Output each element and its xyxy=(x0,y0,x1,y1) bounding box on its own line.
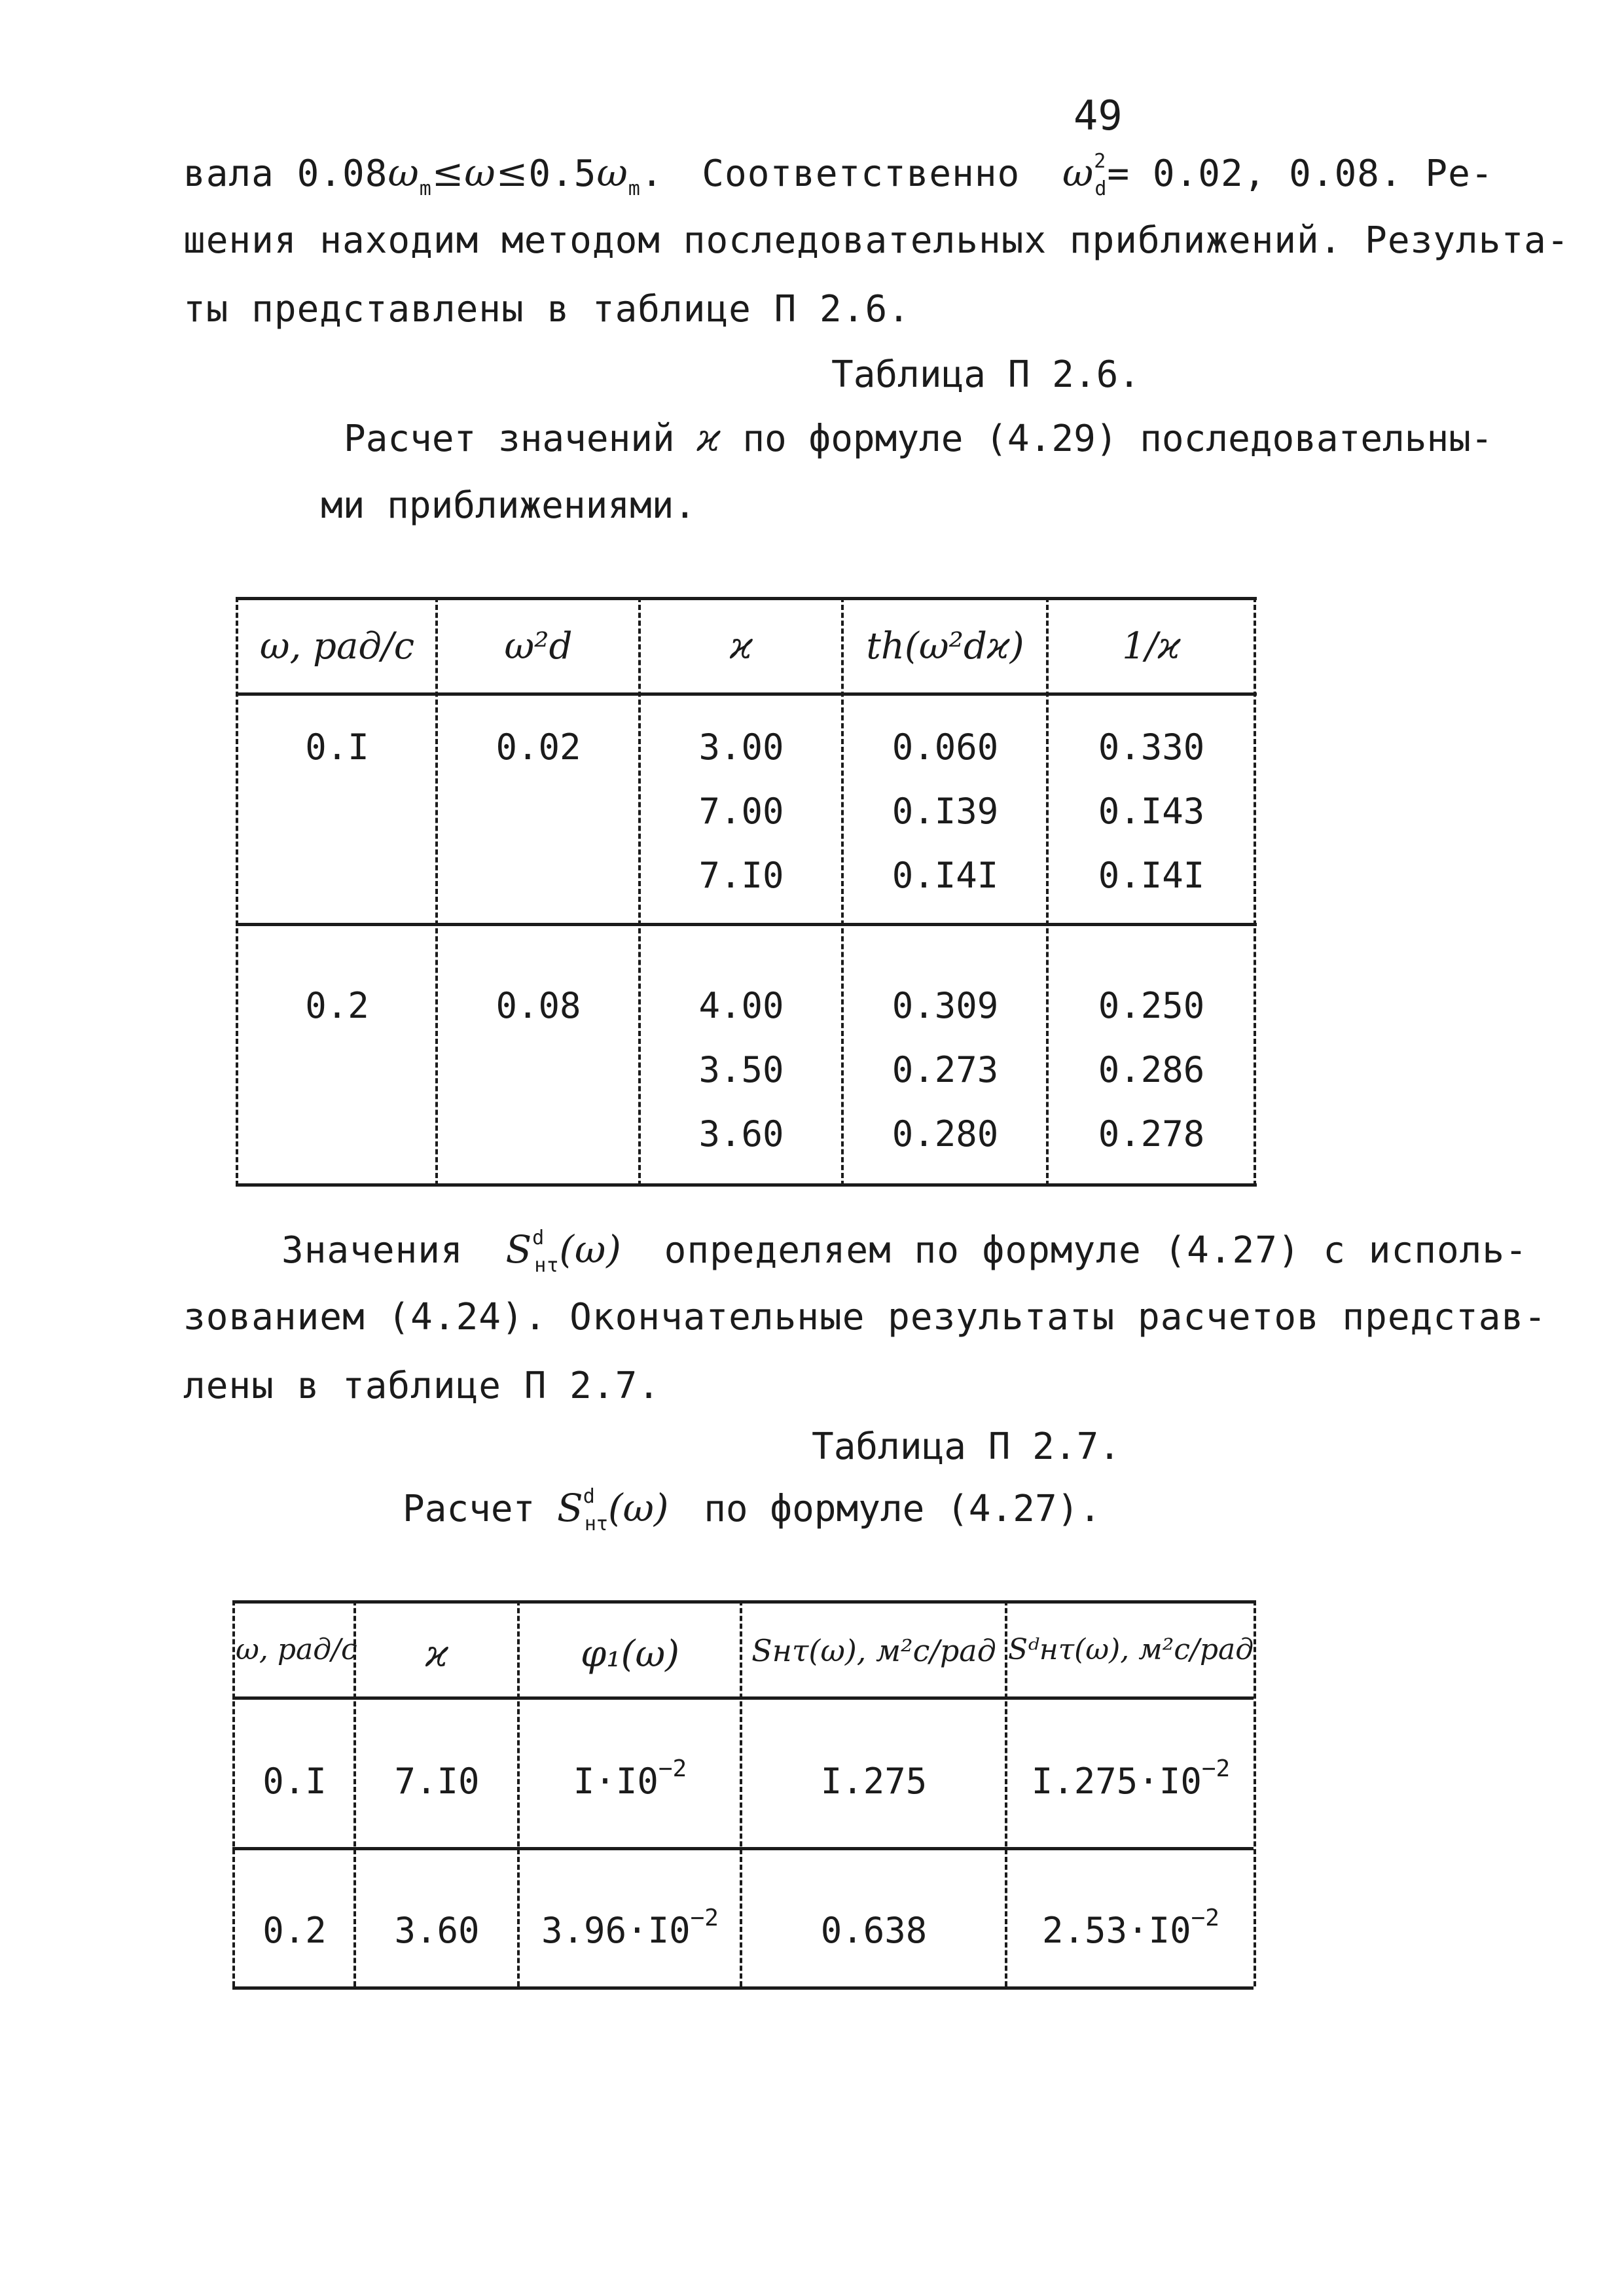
table1-header-kappa: ϰ xyxy=(730,625,753,668)
omega-symbol: ω xyxy=(464,151,496,195)
table1-col-divider xyxy=(435,597,438,1186)
spectral-density-symbol: S xyxy=(557,1486,583,1530)
table1-group-rule xyxy=(236,923,1257,926)
table2-omega: 0.2 xyxy=(262,1910,327,1951)
table1-th: 0.I39 xyxy=(892,791,999,832)
text-fragment: вала 0.08 xyxy=(183,152,388,195)
table1-title: Таблица П 2.6. xyxy=(831,353,1141,396)
spectral-density-symbol: S xyxy=(505,1227,533,1272)
table2-kappa: 7.I0 xyxy=(394,1761,480,1802)
sd-exponent: −2 xyxy=(1191,1905,1219,1931)
text-fragment: Расчет xyxy=(403,1488,535,1530)
page-number: 49 xyxy=(1074,92,1123,139)
table1-caption-line2: ми приближениями. xyxy=(321,484,696,527)
text-fragment: Соответственно xyxy=(702,152,1020,195)
text-fragment: по формуле (4.27). xyxy=(704,1488,1102,1530)
table1-omega-d2: 0.08 xyxy=(496,985,581,1026)
paragraph2-line2: зованием (4.24). Окончательные результаты расчетов представ- xyxy=(183,1296,1547,1338)
text-fragment: Расчет значений xyxy=(344,418,675,460)
table1-header-th: th(ω²dϰ) xyxy=(866,625,1024,668)
table1-omega-d2: 0.02 xyxy=(496,726,581,768)
subscript: m xyxy=(628,177,641,200)
paragraph1-line1 xyxy=(183,150,1494,200)
table2-header-sd: Sᵈнτ(ω), м²с/рад xyxy=(1008,1633,1254,1666)
table2-phi xyxy=(520,1755,740,1802)
table2-col-divider xyxy=(1254,1600,1256,1986)
table2-header-phi: φ₁(ω) xyxy=(580,1633,680,1676)
omega-symbol: ω xyxy=(388,151,420,195)
phi-mantissa: I·I0 xyxy=(573,1761,659,1802)
table1-kappa: 7.00 xyxy=(698,791,784,832)
table2-header-s: Sнτ(ω), м²с/рад xyxy=(751,1633,996,1668)
table2-omega: 0.I xyxy=(262,1761,327,1802)
table1-col-divider xyxy=(841,597,844,1186)
table1-inverse: 0.286 xyxy=(1098,1049,1205,1090)
paragraph1-line2: шения находим методом последовательных приближений. Результа- xyxy=(183,219,1570,262)
phi-exponent: −2 xyxy=(690,1905,719,1931)
table2-title: Таблица П 2.7. xyxy=(812,1426,1121,1468)
sd-mantissa: I.275·I0 xyxy=(1031,1761,1202,1802)
text-fragment: . xyxy=(640,152,664,195)
table2-phi xyxy=(520,1905,740,1951)
table1-inverse: 0.250 xyxy=(1098,985,1205,1026)
table2-col-divider xyxy=(740,1600,742,1986)
table1-kappa: 7.I0 xyxy=(698,855,784,896)
phi-exponent: −2 xyxy=(658,1755,687,1782)
table1-col-divider xyxy=(1254,597,1256,1186)
table1-kappa: 4.00 xyxy=(698,985,784,1026)
table1-th: 0.273 xyxy=(892,1049,999,1090)
argument: (ω) xyxy=(607,1486,669,1530)
table1-th: 0.309 xyxy=(892,985,999,1026)
table2-col-divider xyxy=(1005,1600,1007,1986)
text-fragment: Значения xyxy=(281,1229,463,1272)
table2-row-rule xyxy=(232,1847,1254,1850)
table2-caption xyxy=(403,1485,1102,1535)
table1-top-rule xyxy=(236,597,1257,600)
text-fragment: = 0.02, 0.08. Ре- xyxy=(1107,152,1494,195)
table2-s: I.275 xyxy=(820,1761,928,1802)
table2-top-rule xyxy=(232,1600,1254,1604)
table1-th: 0.280 xyxy=(892,1113,999,1155)
text-fragment: определяем по формуле (4.27) с исполь- xyxy=(664,1229,1528,1272)
table1-col-divider xyxy=(1046,597,1049,1186)
superscript: 2 xyxy=(1094,150,1107,173)
subscript: нτ xyxy=(534,1254,560,1277)
table1-inverse: 0.330 xyxy=(1098,726,1205,768)
table1-col-divider xyxy=(236,597,238,1186)
table2-bottom-rule xyxy=(232,1986,1254,1990)
paragraph2-line1 xyxy=(281,1227,1528,1277)
table1-omega: 0.I xyxy=(305,726,369,768)
table1-header-omega-d2: ω²d xyxy=(504,625,573,668)
table1-caption xyxy=(344,416,1493,460)
table2-sd xyxy=(1008,1755,1254,1802)
subscript: m xyxy=(419,177,432,200)
table1-inverse: 0.278 xyxy=(1098,1113,1205,1155)
table1-col-divider xyxy=(638,597,641,1186)
table1-th: 0.I4I xyxy=(892,855,999,896)
le-symbol: ≤ xyxy=(496,151,529,195)
sd-mantissa: 2.53·I0 xyxy=(1042,1910,1191,1951)
text-fragment: по формуле (4.29) последовательны- xyxy=(742,418,1493,460)
paragraph2-line3: лены в таблице П 2.7. xyxy=(183,1365,661,1407)
table1-omega: 0.2 xyxy=(305,985,369,1026)
table1-header-omega: ω, рад/с xyxy=(259,625,415,668)
table1-header-rule xyxy=(236,692,1257,696)
table2-col-divider xyxy=(517,1600,520,1986)
omega-symbol: ω xyxy=(596,151,628,195)
table1-kappa: 3.50 xyxy=(698,1049,784,1090)
superscript: d xyxy=(583,1485,595,1508)
text-fragment: 0.5 xyxy=(528,152,597,195)
table1-inverse: 0.I4I xyxy=(1098,855,1205,896)
table2-header-kappa: ϰ xyxy=(425,1633,448,1676)
table2-sd xyxy=(1008,1905,1254,1951)
phi-mantissa: 3.96·I0 xyxy=(541,1910,691,1951)
table1-kappa: 3.60 xyxy=(698,1113,784,1155)
subscript: нτ xyxy=(584,1513,608,1535)
le-symbol: ≤ xyxy=(431,151,465,195)
table1-inverse: 0.I43 xyxy=(1098,791,1205,832)
table1-kappa: 3.00 xyxy=(698,726,784,768)
table2-s: 0.638 xyxy=(820,1910,928,1951)
argument: (ω) xyxy=(559,1227,622,1272)
paragraph1-line3: ты представлены в таблице П 2.6. xyxy=(183,288,911,331)
table2-header-rule xyxy=(232,1696,1254,1700)
table1-th: 0.060 xyxy=(892,726,999,768)
kappa-symbol: ϰ xyxy=(696,416,721,460)
table2-col-divider xyxy=(232,1600,235,1986)
subscript: d xyxy=(1094,177,1108,200)
table1-header-inverse: 1/ϰ xyxy=(1122,625,1181,668)
sd-exponent: −2 xyxy=(1201,1755,1231,1782)
table2-kappa: 3.60 xyxy=(394,1910,480,1951)
table2-header-omega: ω, рад/с xyxy=(236,1633,357,1666)
table1-bottom-rule xyxy=(236,1183,1257,1187)
omega-symbol: ω xyxy=(1062,151,1094,195)
superscript: d xyxy=(532,1227,545,1249)
